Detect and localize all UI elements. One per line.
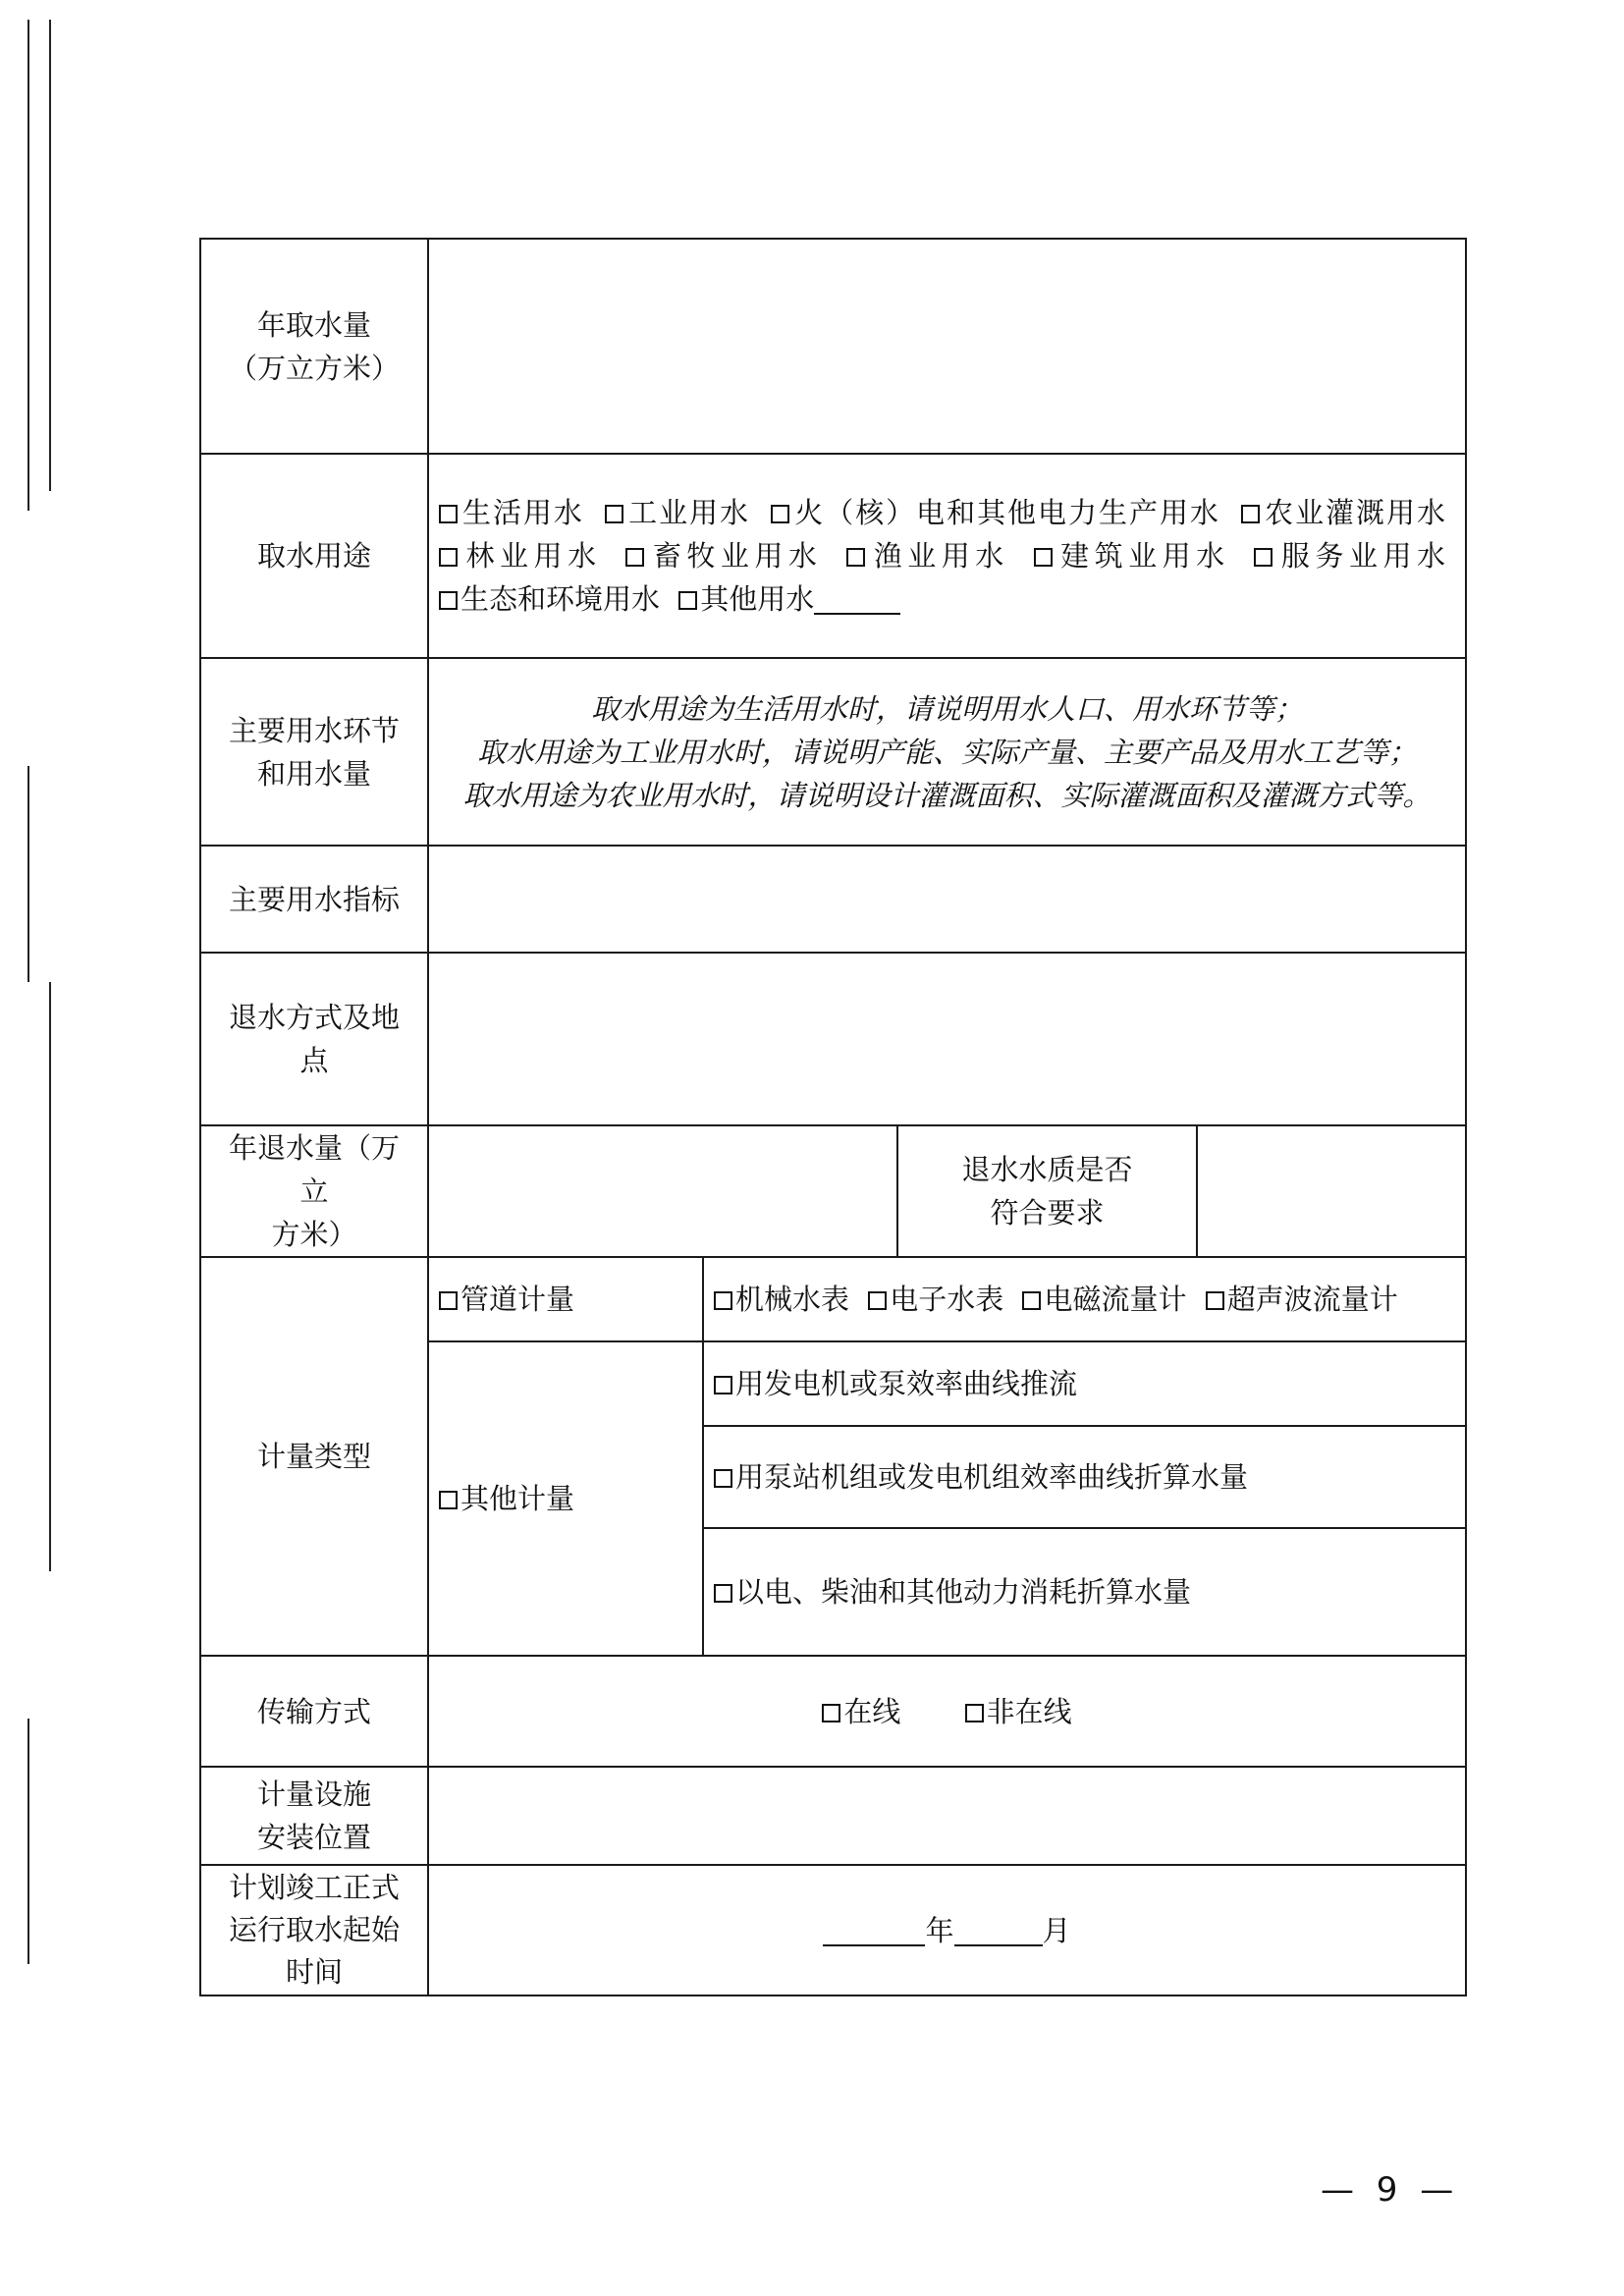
return-method-value-cell[interactable] [428,953,1466,1125]
water-intake-form-table [199,238,1467,1996]
checkbox-icon[interactable] [439,591,458,610]
meter-option-mechanical[interactable]: 机械水表 [735,1283,850,1316]
annual-return-value-cell[interactable] [428,1125,897,1257]
usage-option-forestry[interactable]: 林业用水 [460,539,602,573]
hint-domestic: 取水用途为生活用水时，请说明用水人口、用水环节等； [590,691,1303,726]
indicator-label: 主要用水指标 [200,846,428,953]
binding-edge-mark [49,20,51,491]
checkbox-icon[interactable] [439,548,458,567]
meter-option-electronic[interactable]: 电子水表 [890,1283,1004,1316]
checkbox-icon[interactable] [714,1584,732,1603]
checkbox-icon[interactable] [714,1291,732,1310]
checkbox-icon[interactable] [439,1291,458,1310]
other-option-energy[interactable]: 以电、柴油和其他动力消耗折算水量 [735,1575,1192,1609]
checkbox-icon[interactable] [965,1704,984,1722]
checkbox-icon[interactable] [714,1469,732,1488]
checkbox-icon[interactable] [1022,1291,1041,1310]
checkbox-icon[interactable] [439,505,458,523]
checkbox-icon[interactable] [625,548,644,567]
annual-intake-value-cell[interactable] [428,239,1466,454]
other-option-pump-curve[interactable]: 用发电机或泵效率曲线推流 [735,1367,1078,1400]
page-number: — 9 — [1321,2170,1460,2210]
usage-option-construction[interactable]: 建筑业用水 [1055,539,1230,573]
usage-option-livestock[interactable]: 畜牧业用水 [647,539,823,573]
other-metering-cell [428,1341,703,1656]
start-time-label: 计划竣工正式 运行取水起始 时间 [200,1865,428,1995]
install-location-value-cell[interactable] [428,1767,1466,1865]
checkbox-icon[interactable] [1254,548,1272,567]
metering-type-label: 计量类型 [200,1257,428,1656]
other-metering-option[interactable]: 其他计量 [460,1482,575,1515]
usage-option-ecology[interactable]: 生态和环境用水 [460,582,661,616]
usage-option-service[interactable]: 服务业用水 [1275,539,1445,573]
usage-option-domestic[interactable]: 生活用水 [460,496,584,529]
checkbox-icon[interactable] [1034,548,1053,567]
checkbox-icon[interactable] [605,505,623,523]
checkbox-icon[interactable] [714,1376,732,1394]
year-unit: 年 [925,1913,954,1947]
usage-option-other[interactable]: 其他用水 [700,582,815,616]
checkbox-icon[interactable] [868,1291,887,1310]
transmission-options-cell [428,1656,1466,1767]
checkbox-icon[interactable] [1241,505,1260,523]
checkbox-icon[interactable] [439,1491,458,1509]
transmission-option-online[interactable]: 在线 [843,1694,901,1728]
return-quality-value-cell[interactable] [1197,1125,1466,1257]
other-option-1-cell [703,1341,1466,1426]
binding-edge-mark [27,1719,29,1964]
main-use-hint-cell[interactable] [428,658,1466,846]
binding-edge-mark [27,766,29,982]
usage-option-power[interactable]: 火（核）电和其他电力生产用水 [792,496,1220,529]
annual-intake-label: 年取水量 （万立方米） [200,239,428,454]
indicator-value-cell[interactable] [428,846,1466,953]
other-usage-blank[interactable] [814,583,900,615]
usage-label: 取水用途 [200,454,428,658]
return-method-label: 退水方式及地 点 [200,953,428,1125]
checkbox-icon[interactable] [1206,1291,1224,1310]
checkbox-icon[interactable] [771,505,789,523]
pipe-meter-options-cell [703,1257,1466,1341]
usage-option-fishery[interactable]: 渔业用水 [868,539,1009,573]
other-option-station-curve[interactable]: 用泵站机组或发电机组效率曲线折算水量 [735,1460,1249,1494]
binding-edge-mark [49,982,51,1571]
binding-edge-mark [27,20,29,511]
transmission-option-offline[interactable]: 非在线 [986,1694,1072,1728]
hint-industrial: 取水用途为工业用水时，请说明产能、实际产量、主要产品及用水工艺等； [476,735,1417,769]
meter-option-ultrasonic[interactable]: 超声波流量计 [1226,1283,1398,1316]
main-use-label: 主要用水环节 和用水量 [200,658,428,846]
pipe-metering-cell [428,1257,703,1341]
meter-option-electromagnetic[interactable]: 电磁流量计 [1044,1283,1187,1316]
transmission-label: 传输方式 [200,1656,428,1767]
checkbox-icon[interactable] [678,591,697,610]
usage-option-industrial[interactable]: 工业用水 [626,496,751,529]
hint-agricultural: 取水用途为农业用水时，请说明设计灌溉面积、实际灌溉面积及灌溉方式等。 [462,778,1432,812]
checkbox-icon[interactable] [822,1704,840,1722]
year-blank[interactable] [823,1915,925,1946]
checkbox-icon[interactable] [846,548,865,567]
other-option-3-cell [703,1528,1466,1656]
return-quality-label: 退水水质是否 符合要求 [897,1125,1197,1257]
month-blank[interactable] [954,1915,1043,1946]
pipe-metering-option[interactable]: 管道计量 [460,1283,575,1316]
other-option-2-cell [703,1426,1466,1528]
annual-return-label: 年退水量（万立 方米） [200,1125,428,1257]
usage-options-cell [428,454,1466,658]
usage-option-irrigation[interactable]: 农业灌溉用水 [1263,496,1445,529]
install-location-label: 计量设施 安装位置 [200,1767,428,1865]
start-time-value-cell [428,1865,1466,1995]
month-unit: 月 [1042,1913,1071,1947]
